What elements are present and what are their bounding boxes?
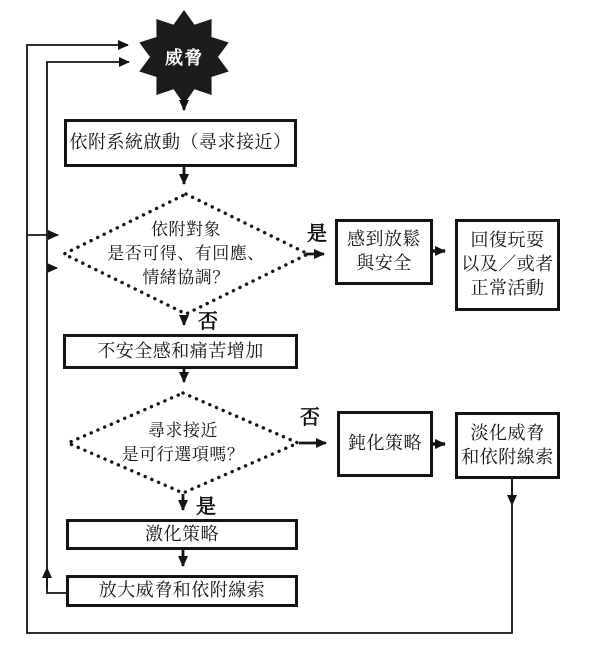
downplay-node <box>455 412 560 479</box>
relaxed-line-2: 與安全 <box>356 253 412 273</box>
proximity-yes-label: 是 <box>196 496 216 518</box>
hyperactivating-node-label: 激化策略 <box>145 523 219 544</box>
availability-line-3: 情緒協調？ <box>142 268 230 288</box>
proximity-line-2: 是可行選項嗎？ <box>121 445 245 464</box>
proximity-line-1: 尋求接近 <box>148 420 218 440</box>
play-line-3: 正常活動 <box>470 277 545 298</box>
threat-node-label: 威脅 <box>165 48 203 68</box>
amplify-node <box>66 575 298 607</box>
distress-node-label: 不安全感和痛苦增加 <box>97 340 264 361</box>
play-line-2: 以及／或者 <box>461 254 554 275</box>
proximity-diamond-text <box>93 408 273 478</box>
thick-arrows <box>433 251 445 444</box>
availability-diamond-text <box>96 204 276 304</box>
play-node <box>455 219 560 311</box>
deactivating-node <box>337 411 433 477</box>
hyperactivating-node <box>66 519 298 550</box>
availability-line-1: 依附對象 <box>151 219 221 239</box>
availability-line-2: 是否可得、有回應、 <box>107 243 265 263</box>
play-line-1: 回復玩耍 <box>470 230 545 251</box>
availability-yes-label: 是 <box>307 223 327 245</box>
distress-node <box>63 334 298 369</box>
activation-node <box>64 119 297 167</box>
downplay-line-2: 和依附線索 <box>461 446 554 467</box>
relaxed-node <box>335 219 433 285</box>
downplay-line-1: 淡化威脅 <box>470 422 545 443</box>
activation-node-label: 依附系統啟動（尋求接近） <box>69 132 292 153</box>
availability-no-label: 否 <box>198 311 218 333</box>
deactivating-node-label: 鈍化策略 <box>348 433 422 454</box>
proximity-no-label: 否 <box>300 407 320 429</box>
relaxed-line-1: 感到放鬆 <box>347 229 421 250</box>
amplify-node-label: 放大威脅和依附線索 <box>98 580 266 601</box>
